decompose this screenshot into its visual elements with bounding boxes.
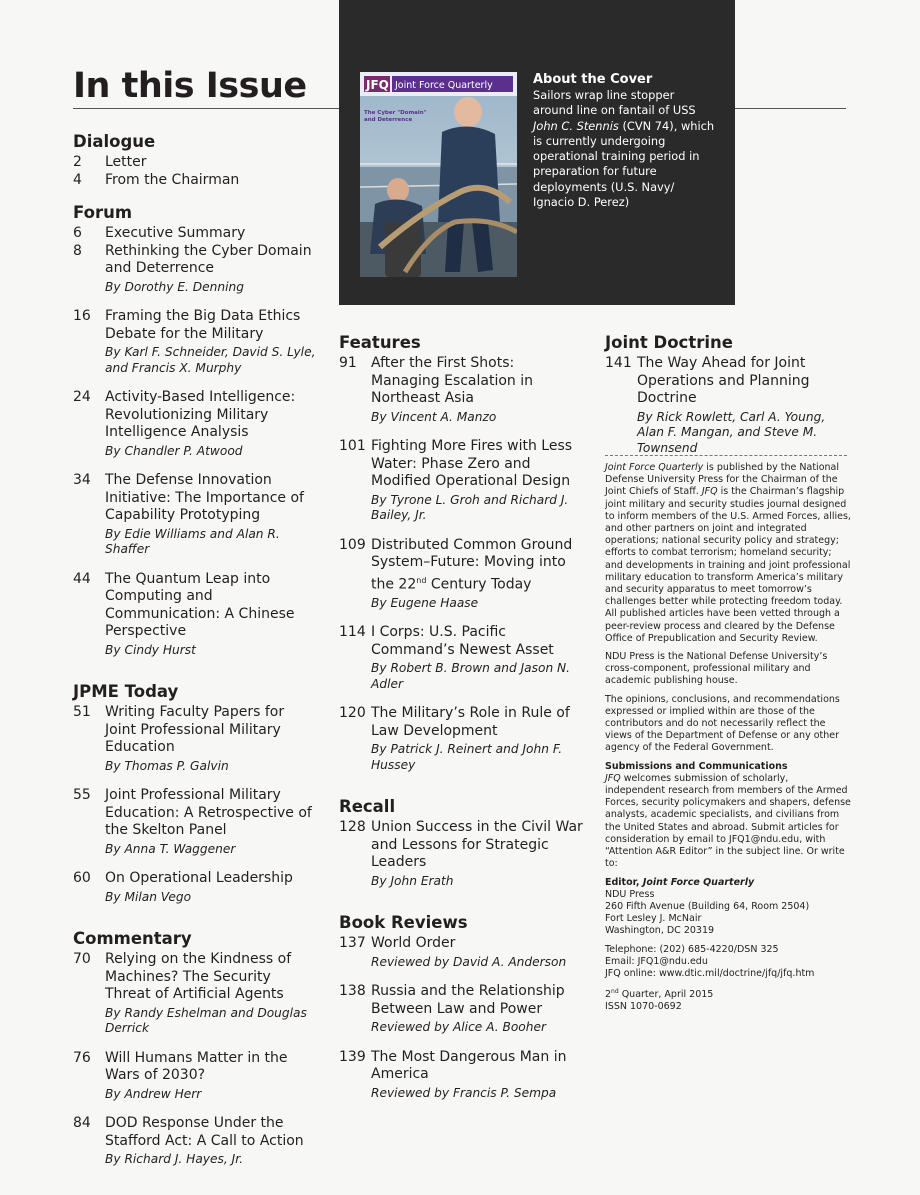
toc-entry[interactable]: 6 Executive Summary: [73, 225, 246, 241]
toc-entry[interactable]: 109 Distributed Common Ground System–Future: Moving into the 22nd Century Today By Eugene Haase: [339, 537, 584, 612]
author: By Dorothy E. Denning: [105, 279, 244, 294]
toc-entry[interactable]: 138 Russia and the Relationship Between Law and Power Reviewed by Alice A. Booher: [339, 983, 584, 1036]
author: By Richard J. Hayes, Jr.: [105, 1152, 243, 1166]
toc-entry[interactable]: 4 From the Chairman: [73, 171, 240, 188]
author: By Cindy Hurst: [105, 642, 196, 657]
author: By Rick Rowlett, Carl A. Young, Alan F. Mangan, and Steve M. Townsend: [637, 409, 826, 455]
toc-entry[interactable]: 76 Will Humans Matter in the Wars of 2030? By Andrew Herr: [73, 1050, 318, 1103]
section-heading: Book Reviews: [339, 913, 468, 933]
section-heading: Dialogue: [73, 132, 156, 151]
toc-entry[interactable]: 141 The Way Ahead for Joint Operations and Planning Doctrine By Rick Rowlett, Carl A. Young, Alan F. Mangan, and Steve M. Townsend: [605, 355, 850, 456]
toc-entry[interactable]: 51 Writing Faculty Papers for Joint Professional Military Education By Thomas P. Galvin: [73, 704, 318, 774]
author: By Eugene Haase: [371, 595, 479, 610]
toc-entry[interactable]: 84 DOD Response Under the Stafford Act: A Call to Action By Richard J. Hayes, Jr.: [73, 1115, 318, 1168]
submissions-heading: Submissions and Communications: [605, 760, 788, 772]
divider: [605, 455, 847, 456]
online-link[interactable]: JFQ online: www.dtic.mil/doctrine/jfq/jfq.htm: [605, 967, 815, 979]
masthead-title: Joint Force Quarterly: [395, 80, 493, 91]
author: By Chandler P. Atwood: [105, 443, 243, 458]
toc-entry[interactable]: 8 Rethinking the Cyber Domain and Deterrence By Dorothy E. Denning: [73, 243, 318, 296]
section-heading: Forum: [73, 203, 133, 222]
section-heading: JPME Today: [73, 682, 179, 701]
about-cover: [533, 72, 715, 210]
author: By Karl F. Schneider, David S. Lyle, and Francis X. Murphy: [105, 345, 316, 375]
author: By Randy Eshelman and Douglas Derrick: [105, 1005, 307, 1035]
about-cover-caption: Sailors wrap line stopper around line on fantail of USS John C. Stennis (CVN 74), which is currently undergoing operational training period in preparation for future deployments (U.S. Navy/ Ignacio D. Perez): [533, 88, 715, 210]
toc-entry[interactable]: 101 Fighting More Fires with Less Water: Phase Zero and Modified Operational Design By Tyrone L. Groh and Richard J. Bailey, Jr.: [339, 438, 584, 524]
section-heading: Joint Doctrine: [605, 333, 733, 352]
toc-entry[interactable]: 128 Union Success in the Civil War and Lessons for Strategic Leaders By John Erath: [339, 819, 583, 888]
toc-middle-column: [339, 333, 584, 1101]
section-heading: Recall: [339, 797, 396, 817]
editor-address: Editor, Joint Force Quarterly NDU Press 260 Fifth Avenue (Building 64, Room 2504) Fort Lesley J. McNair Washington, DC 20319: [605, 876, 810, 937]
ndu-statement: NDU Press is the National Defense University’s cross-component, professional military and academic publishing house.: [605, 651, 828, 687]
toc-entry[interactable]: 34 The Defense Innovation Initiative: The Importance of Capability Prototyping By Edie Williams and Alan R. Shaffer: [73, 472, 318, 558]
author: Reviewed by Francis P. Sempa: [371, 1085, 557, 1100]
cover-headline-2: and Deterrence: [364, 117, 413, 123]
imprint: [605, 462, 851, 1020]
disclaimer: The opinions, conclusions, and recommendations expressed or implied within are those of the contributors and do not necessarily reflect the views of the Department of Defense or any other agency of the Federal Government.: [605, 693, 840, 754]
cover-illustration: [360, 72, 517, 277]
toc-entry[interactable]: 24 Activity-Based Intelligence: Revolutionizing Military Intelligence Analysis By Chandler P. Atwood: [73, 389, 318, 459]
issue-info: 2nd Quarter, April 2015 ISSN 1070-0692: [605, 988, 714, 1013]
cover-image: [360, 72, 517, 277]
email-link[interactable]: Email: JFQ1@ndu.edu: [605, 955, 708, 967]
author: By Vincent A. Manzo: [371, 409, 497, 424]
author: By Andrew Herr: [105, 1086, 202, 1101]
page-title: In this Issue: [73, 66, 307, 106]
author: Reviewed by David A. Anderson: [371, 954, 567, 969]
author: By Tyrone L. Groh and Richard J. Bailey, Jr.: [371, 492, 569, 522]
toc-entry[interactable]: 139 The Most Dangerous Man in America Reviewed by Francis P. Sempa: [339, 1049, 584, 1102]
toc-right-column: [605, 333, 850, 456]
submissions-text: JFQ welcomes submission of scholarly, independent research from members of the Armed Forces, security policymakers and shapers, defense analysts, academic specialists, and civilians from the United States and abroad. Submit articles for consideration by email to JFQ1@ndu.edu, with “Attention A&R Editor” in the subject line. Or write to:: [605, 772, 851, 870]
author: By Thomas P. Galvin: [105, 758, 229, 773]
toc-entry[interactable]: 114 I Corps: U.S. Pacific Command’s Newest Asset By Robert B. Brown and Jason N. Adler: [339, 624, 584, 692]
toc-entry[interactable]: 55 Joint Professional Military Education: A Retrospective of the Skelton Panel By Anna T. Waggener: [73, 787, 318, 857]
author: By John Erath: [371, 873, 454, 888]
telephone: Telephone: (202) 685-4220/DSN 325: [605, 943, 779, 955]
about-cover-heading: About the Cover: [533, 72, 653, 87]
toc-left-column: [73, 132, 318, 1168]
issn: ISSN 1070-0692: [605, 1001, 682, 1013]
toc-entry[interactable]: 70 Relying on the Kindness of Machines? The Security Threat of Artificial Agents By Randy Eshelman and Douglas Derrick: [73, 951, 318, 1037]
cover-headline-1: The Cyber "Domain": [364, 110, 427, 116]
section-heading: Commentary: [73, 929, 192, 948]
toc-entry[interactable]: 44 The Quantum Leap into Computing and Communication: A Chinese Perspective By Cindy Hurst: [73, 571, 318, 659]
toc-entry[interactable]: 60 On Operational Leadership By Milan Vego: [73, 870, 318, 905]
toc-entry[interactable]: 120 The Military’s Role in Rule of Law Development By Patrick J. Reinert and John F. Hussey: [339, 705, 584, 773]
title-rule: [73, 108, 341, 109]
author: By Robert B. Brown and Jason N. Adler: [371, 661, 571, 691]
contact-info: [605, 944, 851, 981]
toc-entry[interactable]: 91 After the First Shots: Managing Escalation in Northeast Asia By Vincent A. Manzo: [339, 355, 584, 425]
author: By Milan Vego: [105, 889, 192, 904]
author: By Anna T. Waggener: [105, 841, 236, 856]
author: Reviewed by Alice A. Booher: [371, 1020, 546, 1035]
toc-entry[interactable]: 2 Letter: [73, 154, 147, 170]
section-heading: Features: [339, 333, 421, 352]
author: By Patrick J. Reinert and John F. Hussey: [371, 742, 563, 772]
toc-entry[interactable]: 137 World Order Reviewed by David A. Anderson: [339, 935, 584, 970]
toc-entry[interactable]: 16 Framing the Big Data Ethics Debate for the Military By Karl F. Schneider, David S. Lyle, and Francis X. Murphy: [73, 308, 318, 376]
masthead-abbrev: JFQ: [366, 78, 389, 92]
author: By Edie Williams and Alan R. Shaffer: [105, 526, 280, 556]
header-rule-right: [734, 108, 846, 109]
publication-statement: Joint Force Quarterly is published by the National Defense University Press for the Chairman of the Joint Chiefs of Staff. JFQ is the Chairman’s flagship joint military and security studies journal designed to inform members of the U.S. Armed Forces, allies, and other partners on joint and integrated operations; national security policy and strategy; efforts to combat terrorism; homeland security; and developments in training and joint professional military education to transform America’s military and security apparatus to meet tomorrow’s challenges better while protecting freedom today. All published articles have been vetted through a peer-review process and cleared by the Defense Office of Prepublication and Security Review.: [605, 462, 851, 644]
